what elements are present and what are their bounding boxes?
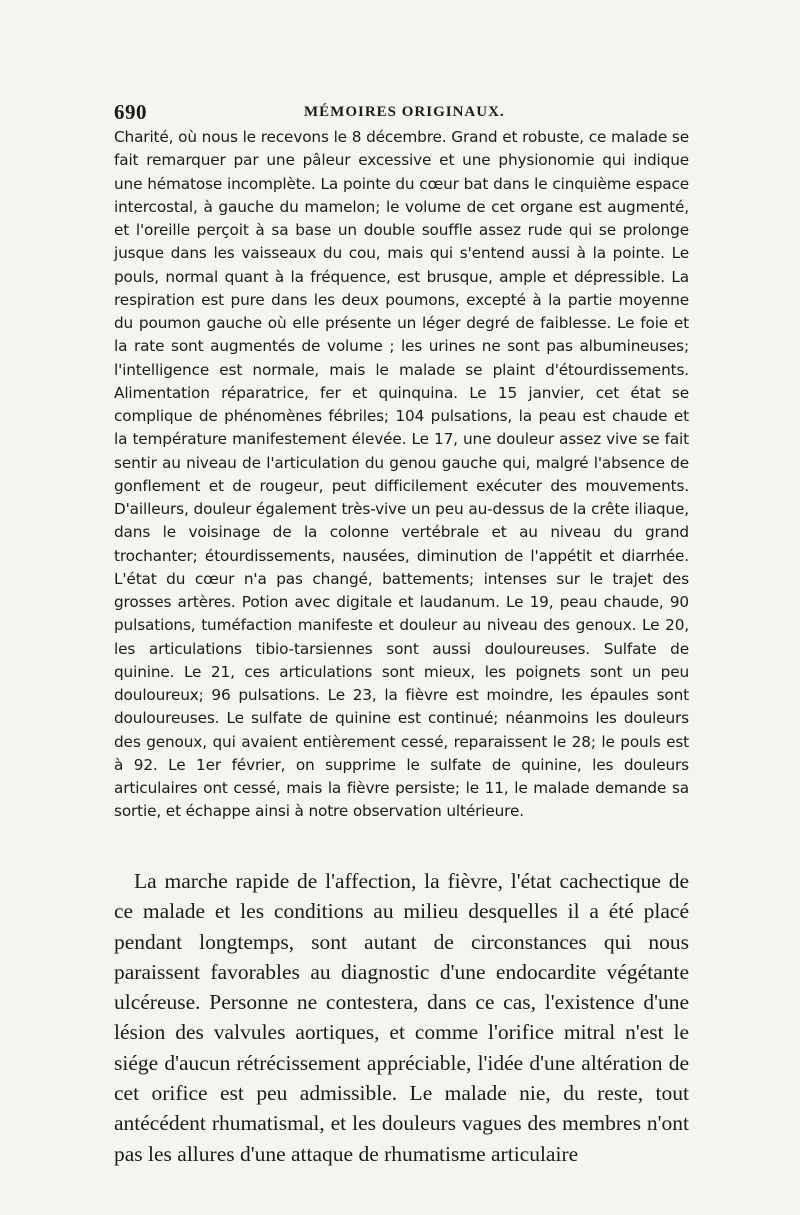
running-title: MÉMOIRES ORIGINAUX. xyxy=(304,104,505,120)
commentary-paragraph: La marche rapide de l'affection, la fièvre, l'état cachectique de ce malade et les conditions au milieu desquelles il a été placé pendant longtemps, sont autant de circonstances qui nous paraissent favorables au diagnostic d'une endocardite végétante ulcéreuse. Personne ne contestera, dans ce cas, l'existence d'une lésion des valvules aortiques, et comme l'orifice mitral n'est le siége d'aucun rétrécissement appréciable, l'idée d'une altération de cet orifice est peu admissible. Le malade nie, du reste, tout antécédent rhumatismal, et les douleurs vagues des membres n'ont pas les allures d'une attaque de rhumatisme articulaire xyxy=(114,869,689,1166)
page-header xyxy=(114,100,689,126)
page-number: 690 xyxy=(114,100,147,124)
case-report-paragraph: Charité, où nous le recevons le 8 décembre. Grand et robuste, ce malade se fait remarquer par une pâleur excessive et une physionomie qui indique une hématose incomplète. La pointe du cœur bat dans le cinquième espace intercostal, à gauche du mamelon; le volume de cet organe est augmenté, et l'oreille perçoit à sa base un double souffle assez rude qui se prolonge jusque dans les vaisseaux du cou, mais qui s'entend aussi à la pointe. Le pouls, normal quant à la fréquence, est brusque, ample et dépressible. La respiration est pure dans les deux poumons, excepté à la partie moyenne du poumon gauche où elle présente un léger degré de faiblesse. Le foie et la rate sont augmentés de volume ; les urines ne sont pas albumineuses; l'intelligence est normale, mais le malade se plaint d'étourdissements. Alimentation réparatrice, fer et quinquina. Le 15 janvier, cet état se complique de phénomènes fébriles; 104 pulsations, la peau est chaude et la température manifestement élevée. Le 17, une douleur assez vive se fait sentir au niveau de l'articulation du genou gauche qui, malgré l'absence de gonflement et de rougeur, peut difficilement exécuter des mouvements. D'ailleurs, douleur également très-vive un peu au-dessus de la crête iliaque, dans le voisinage de la colonne vertébrale et au niveau du grand trochanter; étourdissements, nausées, diminution de l'appétit et diarrhée. L'état du cœur n'a pas changé, battements; intenses sur le trajet des grosses artères. Potion avec digitale et laudanum. Le 19, peau chaude, 90 pulsations, tuméfaction manifeste et douleur au niveau des genoux. Le 20, les articulations tibio-tarsiennes sont aussi douloureuses. Sulfate de quinine. Le 21, ces articulations sont mieux, les poignets sont un peu douloureux; 96 pulsations. Le 23, la fièvre est moindre, les épaules sont douloureuses. Le sulfate de quinine est continué; néanmoins les douleurs des genoux, qui avaient entièrement cessé, reparaissent le 28; le pouls est à 92. Le 1er février, on supprime le sulfate de quinine, les douleurs articulaires ont cessé, mais la fièvre persiste; le 11, le malade demande sa sortie, et échappe ainsi à notre observation ultérieure. xyxy=(114,128,689,821)
